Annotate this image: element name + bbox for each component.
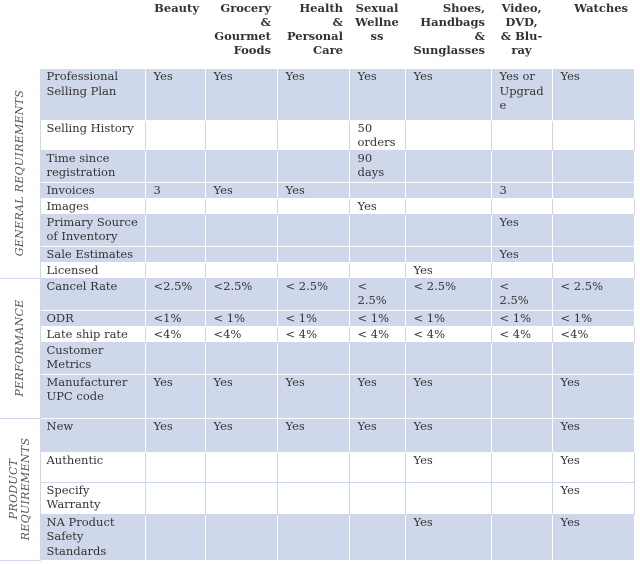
table-cell: Yes <box>405 374 491 418</box>
table-cell <box>349 452 405 482</box>
row-label: Licensed <box>40 262 145 278</box>
table-cell <box>349 342 405 374</box>
group-general-requirements <box>0 69 40 278</box>
table-cell <box>145 482 205 514</box>
table-cell <box>405 150 491 182</box>
column-header-shoes: Shoes, Handbags & Sunglasses <box>405 0 491 69</box>
table-cell: < 4% <box>491 326 552 342</box>
row-label: Authentic <box>40 452 145 482</box>
table-cell <box>277 482 349 514</box>
table-cell <box>277 150 349 182</box>
table-cell: Yes <box>205 374 277 418</box>
table-cell <box>491 262 552 278</box>
row-label: Primary Source of Inventory <box>40 214 145 246</box>
table-cell <box>552 342 634 374</box>
table-cell: Yes <box>277 418 349 452</box>
table-cell <box>277 452 349 482</box>
table-row <box>0 182 634 198</box>
table-cell <box>552 198 634 214</box>
table-cell <box>145 262 205 278</box>
row-label: NA Product Safety Standards <box>40 514 145 560</box>
table-cell: <4% <box>552 326 634 342</box>
table-cell: Yes <box>349 69 405 120</box>
row-label: New <box>40 418 145 452</box>
table-cell: <2.5% <box>145 278 205 310</box>
table-cell <box>205 246 277 262</box>
table-cell: < 1% <box>277 310 349 326</box>
table-cell: Yes <box>552 418 634 452</box>
group-product-requirements <box>0 418 40 560</box>
table-cell: < 4% <box>405 326 491 342</box>
table-cell: <1% <box>145 310 205 326</box>
table-cell: <4% <box>205 326 277 342</box>
table-cell: Yes <box>277 374 349 418</box>
table-cell: Yes <box>349 198 405 214</box>
table-cell: Yes <box>552 452 634 482</box>
row-label: Time since registration <box>40 150 145 182</box>
row-label: Manufacturer UPC code <box>40 374 145 418</box>
table-cell: < 2.5% <box>277 278 349 310</box>
table-row <box>0 452 634 482</box>
table-cell: < 1% <box>552 310 634 326</box>
table-cell: < 2.5% <box>349 278 405 310</box>
table-cell: Yes <box>205 182 277 198</box>
row-label: Late ship rate <box>40 326 145 342</box>
column-header-watches: Watches <box>552 0 634 69</box>
table-cell <box>552 214 634 246</box>
table-cell: 3 <box>491 182 552 198</box>
table-cell <box>205 120 277 150</box>
table-cell <box>491 418 552 452</box>
table-row <box>0 326 634 342</box>
table-cell <box>205 452 277 482</box>
table-row <box>0 482 634 514</box>
table-cell: < 2.5% <box>405 278 491 310</box>
table-cell: Yes <box>491 246 552 262</box>
table-cell: Yes <box>491 214 552 246</box>
table-cell <box>205 514 277 560</box>
table-cell: Yes <box>405 69 491 120</box>
table-cell <box>405 120 491 150</box>
row-label: Cancel Rate <box>40 278 145 310</box>
table-cell <box>145 342 205 374</box>
table-cell <box>349 482 405 514</box>
table-cell <box>405 214 491 246</box>
table-cell <box>491 342 552 374</box>
table-row <box>0 246 634 262</box>
table-cell <box>491 150 552 182</box>
table-cell <box>552 150 634 182</box>
table-cell <box>349 214 405 246</box>
table-row <box>0 418 634 452</box>
table-cell: Yes <box>145 69 205 120</box>
table-cell <box>491 374 552 418</box>
table-row <box>0 342 634 374</box>
table-cell: 50 orders <box>349 120 405 150</box>
table-cell <box>205 482 277 514</box>
table-cell <box>145 514 205 560</box>
table-cell <box>205 342 277 374</box>
table-cell: < 2.5% <box>552 278 634 310</box>
table-cell <box>277 120 349 150</box>
table-cell <box>405 482 491 514</box>
table-cell <box>349 182 405 198</box>
header-blank <box>0 0 40 69</box>
group-label-general: GENERAL REQUIREMENTS <box>12 89 26 257</box>
table-cell: Yes <box>552 514 634 560</box>
table-row <box>0 514 634 560</box>
table-row <box>0 374 634 418</box>
table-cell <box>277 246 349 262</box>
table-cell: < 1% <box>349 310 405 326</box>
table-cell <box>349 262 405 278</box>
table-cell <box>145 120 205 150</box>
table-cell: Yes <box>405 452 491 482</box>
table-row <box>0 262 634 278</box>
column-header-video: Video, DVD, & Blu- ray <box>491 0 552 69</box>
table-cell: Yes <box>205 418 277 452</box>
table-cell <box>145 452 205 482</box>
group-label-product: PRODUCT REQUIREMENTS <box>6 437 32 541</box>
table-cell: < 4% <box>277 326 349 342</box>
row-label: ODR <box>40 310 145 326</box>
table-cell: Yes <box>552 69 634 120</box>
table-cell <box>145 246 205 262</box>
group-label-performance: PERFORMANCE <box>12 299 26 397</box>
table-row <box>0 198 634 214</box>
table-cell <box>277 198 349 214</box>
header-blank <box>40 0 145 69</box>
table-cell <box>349 514 405 560</box>
column-header-beauty: Beauty <box>145 0 205 69</box>
table-cell: < 2.5% <box>491 278 552 310</box>
header-row <box>0 0 634 69</box>
table-cell: Yes <box>349 374 405 418</box>
row-label: Specify Warranty <box>40 482 145 514</box>
table-cell <box>491 198 552 214</box>
table-cell <box>405 182 491 198</box>
table-row <box>0 120 634 150</box>
table-cell <box>491 482 552 514</box>
table-cell <box>349 246 405 262</box>
row-label: Selling History <box>40 120 145 150</box>
table-cell: 90 days <box>349 150 405 182</box>
table-cell <box>405 342 491 374</box>
table-cell <box>491 452 552 482</box>
row-label: Customer Metrics <box>40 342 145 374</box>
table-cell: Yes <box>349 418 405 452</box>
column-header-sexual-wellness: Sexual Wellne ss <box>349 0 405 69</box>
table-cell <box>205 198 277 214</box>
table-cell: < 4% <box>349 326 405 342</box>
table-cell <box>277 514 349 560</box>
row-label: Invoices <box>40 182 145 198</box>
table-row <box>0 278 634 310</box>
table-cell <box>491 120 552 150</box>
table-cell: < 1% <box>405 310 491 326</box>
row-label: Professional Selling Plan <box>40 69 145 120</box>
table-cell <box>277 342 349 374</box>
table-cell: Yes <box>405 262 491 278</box>
table-cell: < 1% <box>491 310 552 326</box>
row-label: Sale Estimates <box>40 246 145 262</box>
table-cell <box>145 214 205 246</box>
table-cell: <2.5% <box>205 278 277 310</box>
table-cell <box>491 514 552 560</box>
table-cell <box>205 214 277 246</box>
table-cell: Yes or Upgrad e <box>491 69 552 120</box>
table-cell: < 1% <box>205 310 277 326</box>
table-cell <box>552 262 634 278</box>
table-cell <box>552 246 634 262</box>
table-cell: Yes <box>552 482 634 514</box>
table-cell: Yes <box>145 418 205 452</box>
table-cell: Yes <box>205 69 277 120</box>
table-cell <box>405 198 491 214</box>
table-cell <box>205 262 277 278</box>
table-cell <box>145 198 205 214</box>
table-row <box>0 214 634 246</box>
table-cell: Yes <box>277 182 349 198</box>
table-cell: Yes <box>277 69 349 120</box>
table-cell: Yes <box>552 374 634 418</box>
row-label: Images <box>40 198 145 214</box>
table-row <box>0 69 634 120</box>
table-cell <box>205 150 277 182</box>
table-cell: <4% <box>145 326 205 342</box>
group-performance <box>0 278 40 418</box>
table-cell <box>405 246 491 262</box>
table-cell: Yes <box>405 418 491 452</box>
table-cell <box>277 214 349 246</box>
table-cell <box>277 262 349 278</box>
column-header-health: Health & Personal Care <box>277 0 349 69</box>
table-cell <box>145 150 205 182</box>
column-header-grocery: Grocery & Gourmet Foods <box>205 0 277 69</box>
table-cell: Yes <box>405 514 491 560</box>
table-cell <box>552 182 634 198</box>
table-cell <box>552 120 634 150</box>
table-row <box>0 150 634 182</box>
table-row <box>0 310 634 326</box>
table-cell: Yes <box>145 374 205 418</box>
table-cell: 3 <box>145 182 205 198</box>
